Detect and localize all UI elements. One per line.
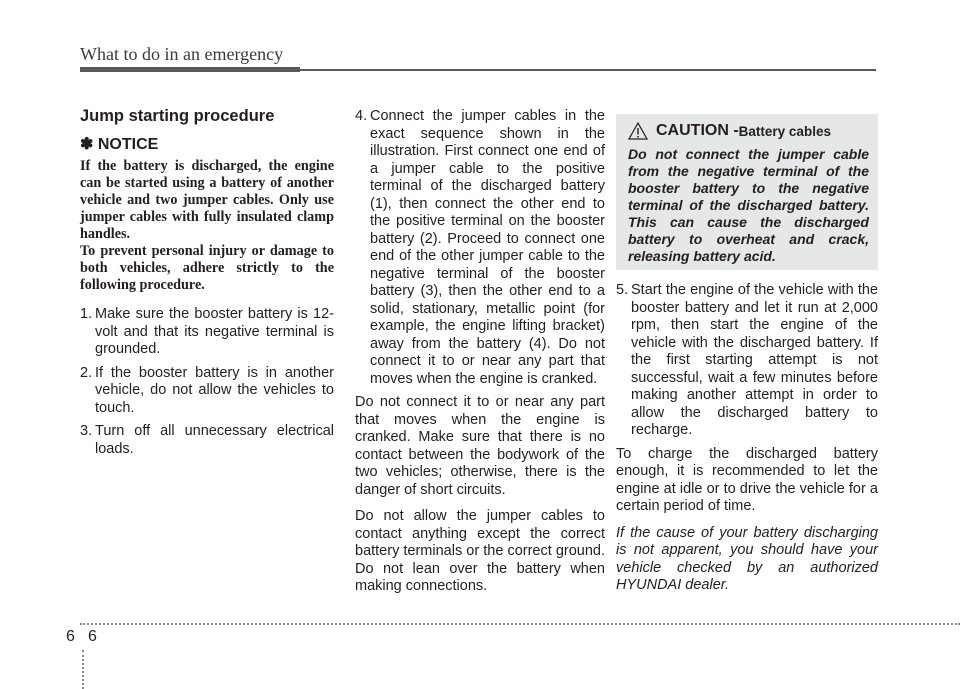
- left-column: [80, 108, 334, 464]
- steps-list-final: [616, 282, 878, 440]
- step-text: Make sure the booster battery is 12-volt and that its negative terminal is grounded.: [95, 306, 334, 357]
- caution-box: [616, 114, 878, 270]
- step-number: 5.: [616, 282, 629, 298]
- step-number: 3.: [80, 423, 93, 439]
- page-number: 6: [88, 628, 97, 645]
- step-1: [80, 306, 334, 359]
- notice-heading: [80, 136, 334, 154]
- steps-list-continued: [355, 108, 605, 388]
- notice-body: [80, 158, 334, 294]
- step-2: [80, 365, 334, 418]
- step-3: [80, 423, 334, 458]
- paragraph-charging: To charge the discharged battery enough, it is recommended to let the engine at idle or to drive the vehicle for a certain period of time.: [616, 445, 878, 514]
- notice-label: NOTICE: [97, 135, 159, 153]
- header-rule-thin: [300, 69, 876, 71]
- warning-triangle-icon: [628, 122, 648, 140]
- notice-paragraph-2: To prevent personal injury or damage to both vehicles, adhere strictly to the following procedure.: [80, 243, 334, 293]
- section-heading: Jump starting procedure: [80, 107, 275, 125]
- paragraph-no-moving-parts: Do not connect it to or near any part that moves when the engine is cranked. Make sure that there is no contact between the bodywork of the two vehicles; otherwise, there is the danger of short circuits.: [355, 394, 605, 498]
- right-column: [616, 282, 878, 604]
- caution-body: Do not connect the jumper cable from the negative terminal of the booster battery to the negative terminal of the discharged battery. This can cause the discharged battery to overheat and crack, releasing battery acid.: [628, 146, 869, 264]
- footer-divider: [82, 650, 84, 689]
- step-text: If the booster battery is in another vehicle, do not allow the vehicles to touch.: [95, 364, 334, 416]
- chapter-number: 6: [66, 628, 75, 645]
- paragraph-dealer-note: If the cause of your battery discharging is not apparent, you should have your vehicle checked by an authorized HYUNDAI dealer.: [616, 524, 878, 593]
- step-5: [616, 282, 878, 440]
- step-number: 4.: [355, 108, 368, 124]
- steps-list: [80, 306, 334, 458]
- caution-title: CAUTION -: [656, 122, 739, 139]
- notice-mark-icon: ✽: [80, 135, 94, 153]
- step-text: Connect the jumper cables in the exact sequence shown in the illustration. First connect one end of a jumper cable to the positive terminal of the discharged battery (1), then connect the other end to the positive terminal on the booster battery (2). Proceed to connect one end of the other jumper cable to the negative terminal of the booster battery (3), then the other end to a solid, stationary, metallic point (for example, the engine lifting bracket) away from the battery (4). Do not connect it to or near any part that moves when the engine is cranked.: [370, 108, 605, 387]
- step-number: 2.: [80, 364, 93, 381]
- step-4: [355, 108, 605, 388]
- paragraph-cable-contact: Do not allow the jumper cables to contact anything except the correct battery terminals or the correct ground. Do not lean over the battery when making connections.: [355, 508, 605, 594]
- middle-column: [355, 108, 605, 605]
- chapter-title: What to do in an emergency: [80, 44, 284, 64]
- step-number: 1.: [80, 306, 93, 322]
- step-text: Start the engine of the vehicle with the booster battery and let it run at 2,000 rpm, then start the engine of the vehicle with the discharged battery. If the first starting attempt is not successful, wait a few minutes before making another attempt in order to allow the discharged battery to recharge.: [631, 282, 878, 438]
- footer-rule: [80, 623, 960, 625]
- caution-subtitle: Battery cables: [738, 123, 831, 139]
- notice-paragraph-1: If the battery is discharged, the engine can be started using a battery of another vehicle and two jumper cables. Only use jumper cables with fully insulated clamp handles.: [80, 158, 334, 242]
- step-text: Turn off all unnecessary electrical loads.: [95, 423, 334, 457]
- caution-header: [628, 122, 869, 140]
- header-rule-thick: [80, 67, 300, 72]
